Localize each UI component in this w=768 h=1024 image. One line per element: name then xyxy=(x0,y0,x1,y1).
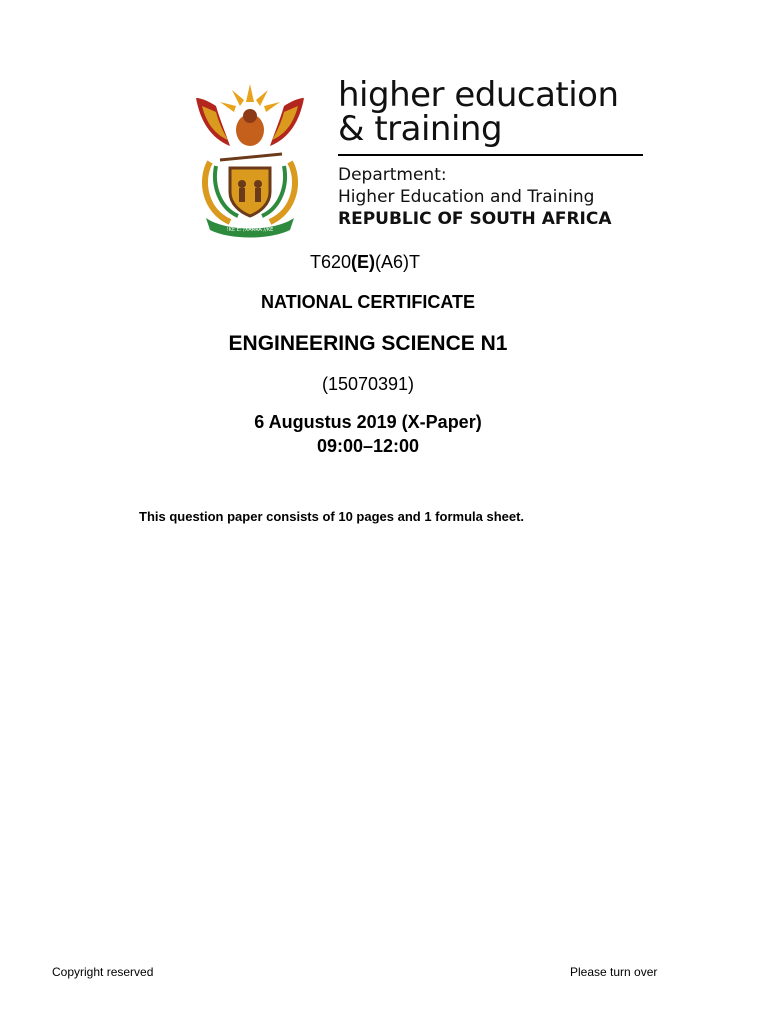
subject-title: ENGINEERING SCIENCE N1 xyxy=(228,332,508,355)
paper-code-suffix: (A6)T xyxy=(375,252,421,272)
paper-code-prefix: T620 xyxy=(309,252,352,272)
footer-copyright: Copyright reserved xyxy=(52,965,154,979)
footer-turn-over: Please turn over xyxy=(570,965,658,979)
department-name: Higher Education and Training xyxy=(338,187,595,207)
department-brand xyxy=(338,75,648,230)
brand-title-line2: & training xyxy=(338,109,503,149)
paper-code xyxy=(0,252,733,273)
certificate-title: NATIONAL CERTIFICATE xyxy=(261,292,475,312)
country-name: REPUBLIC OF SOUTH AFRICA xyxy=(338,209,612,229)
department-label: Department: xyxy=(338,165,447,185)
page-header xyxy=(186,75,648,240)
coat-of-arms-logo xyxy=(186,80,314,238)
coat-motto: !KE E: /XARRA //KE xyxy=(226,227,274,233)
shield xyxy=(230,168,270,216)
subject-code: (15070391) xyxy=(321,374,415,394)
brand-divider xyxy=(338,154,643,156)
paper-code-language: (E) xyxy=(351,252,376,272)
sun-rays xyxy=(220,84,280,112)
brand-title-line1: higher education xyxy=(338,75,619,115)
page-count-note: This question paper consists of 10 pages and 1 formula sheet. xyxy=(139,509,525,524)
exam-time: 09:00–12:00 xyxy=(316,436,420,456)
exam-date: 6 Augustus 2019 (X-Paper) xyxy=(254,412,482,432)
